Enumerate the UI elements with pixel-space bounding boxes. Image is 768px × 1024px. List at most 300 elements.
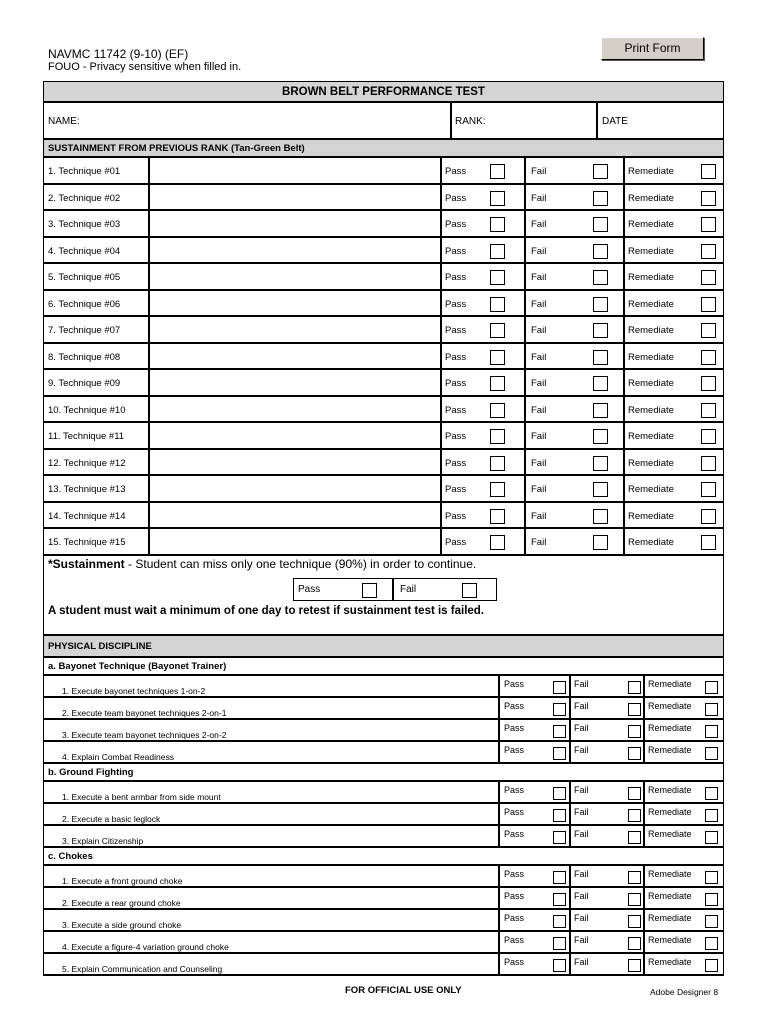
technique-notes-field[interactable] bbox=[149, 502, 441, 529]
fail-cell bbox=[525, 475, 624, 502]
name-field[interactable] bbox=[43, 102, 451, 139]
remediate-label: Remediate bbox=[628, 298, 674, 310]
sustainment-header: SUSTAINMENT FROM PREVIOUS RANK (Tan-Green Belt) bbox=[43, 139, 724, 157]
pass-checkbox[interactable] bbox=[553, 681, 566, 694]
remediate-cell bbox=[624, 290, 724, 317]
technique-row bbox=[43, 210, 724, 237]
fail-checkbox[interactable] bbox=[628, 937, 641, 950]
fail-label: Fail bbox=[531, 325, 547, 336]
remediate-checkbox[interactable] bbox=[701, 244, 716, 259]
fail-cell bbox=[570, 781, 644, 803]
pass-cell bbox=[441, 422, 525, 449]
technique-row bbox=[43, 316, 724, 343]
skill-label: 1. Execute bayonet techniques 1-on-2 bbox=[43, 675, 499, 697]
pass-checkbox[interactable] bbox=[490, 270, 505, 285]
remediate-label: Remediate bbox=[648, 745, 692, 755]
pass-label: Pass bbox=[445, 166, 467, 177]
technique-label: 15. Technique #15 bbox=[43, 528, 149, 555]
fail-cell bbox=[525, 396, 624, 423]
remediate-cell bbox=[624, 316, 724, 343]
fail-checkbox[interactable] bbox=[628, 893, 641, 906]
pass-checkbox[interactable] bbox=[553, 915, 566, 928]
technique-label: 2. Technique #02 bbox=[43, 184, 149, 211]
remediate-label: Remediate bbox=[628, 537, 674, 548]
pass-cell bbox=[441, 449, 525, 476]
fail-checkbox[interactable] bbox=[628, 831, 641, 844]
fail-label: Fail bbox=[574, 745, 589, 755]
remediate-checkbox[interactable] bbox=[701, 403, 716, 418]
remediate-cell bbox=[624, 237, 724, 264]
date-field[interactable] bbox=[597, 102, 724, 139]
pass-checkbox[interactable] bbox=[553, 787, 566, 800]
overall-fail-cell bbox=[393, 578, 497, 601]
remediate-cell bbox=[624, 343, 724, 370]
technique-notes-field[interactable] bbox=[149, 210, 441, 237]
skill-row bbox=[43, 953, 724, 975]
pass-cell bbox=[441, 290, 525, 317]
date-label: DATE bbox=[602, 116, 628, 127]
remediate-cell bbox=[624, 502, 724, 529]
pass-checkbox[interactable] bbox=[490, 403, 505, 418]
fail-cell bbox=[570, 953, 644, 975]
remediate-label: Remediate bbox=[648, 701, 692, 711]
remediate-cell bbox=[644, 781, 724, 803]
pass-checkbox[interactable] bbox=[490, 323, 505, 338]
pass-cell bbox=[499, 887, 570, 909]
remediate-label: Remediate bbox=[648, 829, 692, 839]
fail-cell bbox=[570, 865, 644, 887]
footer-software: Adobe Designer 8 bbox=[650, 987, 719, 997]
fail-cell bbox=[570, 803, 644, 825]
skill-label: 2. Execute a basic leglock bbox=[43, 803, 499, 825]
fail-cell bbox=[570, 697, 644, 719]
technique-row bbox=[43, 290, 724, 317]
pass-checkbox[interactable] bbox=[490, 535, 505, 550]
form-id: NAVMC 11742 (9-10) (EF) bbox=[48, 47, 189, 61]
remediate-checkbox[interactable] bbox=[705, 725, 718, 738]
fail-label: Fail bbox=[574, 807, 589, 817]
technique-row bbox=[43, 396, 724, 423]
pass-cell bbox=[499, 931, 570, 953]
pass-cell bbox=[499, 909, 570, 931]
fail-checkbox[interactable] bbox=[593, 217, 608, 232]
fail-checkbox[interactable] bbox=[593, 535, 608, 550]
technique-row bbox=[43, 237, 724, 264]
pass-checkbox[interactable] bbox=[490, 509, 505, 524]
remediate-checkbox[interactable] bbox=[701, 217, 716, 232]
remediate-checkbox[interactable] bbox=[701, 297, 716, 312]
skill-label: 1. Execute a bent armbar from side mount bbox=[43, 781, 499, 803]
technique-notes-field[interactable] bbox=[149, 396, 441, 423]
fail-checkbox[interactable] bbox=[628, 747, 641, 760]
fail-label: Fail bbox=[574, 785, 589, 795]
print-form-button[interactable]: Print Form bbox=[601, 37, 704, 60]
fail-checkbox[interactable] bbox=[593, 376, 608, 391]
fail-checkbox[interactable] bbox=[593, 297, 608, 312]
name-label: NAME: bbox=[48, 116, 80, 127]
pass-cell bbox=[499, 697, 570, 719]
sustainment-note-bold: *Sustainment bbox=[48, 557, 125, 571]
fail-checkbox[interactable] bbox=[628, 809, 641, 822]
technique-row bbox=[43, 422, 724, 449]
fail-label: Fail bbox=[531, 431, 547, 442]
remediate-label: Remediate bbox=[628, 272, 674, 283]
remediate-label: Remediate bbox=[628, 378, 674, 389]
remediate-label: Remediate bbox=[628, 351, 674, 363]
technique-label: 7. Technique #07 bbox=[43, 316, 149, 343]
remediate-checkbox[interactable] bbox=[705, 915, 718, 928]
pass-label: Pass bbox=[504, 745, 525, 755]
remediate-cell bbox=[624, 475, 724, 502]
pass-cell bbox=[499, 781, 570, 803]
pass-cell bbox=[441, 369, 525, 396]
physical-discipline-header: PHYSICAL DISCIPLINE bbox=[43, 635, 724, 657]
remediate-checkbox[interactable] bbox=[705, 681, 718, 694]
remediate-label: Remediate bbox=[648, 869, 692, 879]
remediate-label: Remediate bbox=[648, 723, 692, 733]
fail-label: Fail bbox=[574, 679, 589, 689]
fail-cell bbox=[570, 719, 644, 741]
skill-row bbox=[43, 887, 724, 909]
fail-checkbox[interactable] bbox=[593, 270, 608, 285]
pass-label: Pass bbox=[445, 219, 467, 230]
remediate-checkbox[interactable] bbox=[701, 164, 716, 179]
fail-label: Fail bbox=[531, 404, 547, 416]
technique-label: 12. Technique #12 bbox=[43, 449, 149, 476]
pass-label: Pass bbox=[445, 404, 467, 416]
pass-label: Pass bbox=[445, 298, 467, 310]
remediate-cell bbox=[644, 741, 724, 763]
pass-cell bbox=[441, 475, 525, 502]
remediate-checkbox[interactable] bbox=[705, 893, 718, 906]
fail-checkbox[interactable] bbox=[593, 244, 608, 259]
fail-checkbox[interactable] bbox=[593, 191, 608, 206]
retest-note: A student must wait a minimum of one day to retest if sustainment test is failed. bbox=[48, 605, 485, 617]
pass-cell bbox=[441, 528, 525, 555]
fail-cell bbox=[525, 263, 624, 290]
technique-notes-field[interactable] bbox=[149, 449, 441, 476]
remediate-label: Remediate bbox=[628, 510, 674, 522]
rank-label: RANK: bbox=[455, 116, 486, 127]
technique-notes-field[interactable] bbox=[149, 237, 441, 264]
remediate-checkbox[interactable] bbox=[701, 509, 716, 524]
rank-field[interactable] bbox=[451, 102, 597, 139]
skill-label: 3. Explain Citizenship bbox=[43, 825, 499, 847]
fail-cell bbox=[570, 675, 644, 697]
skill-row bbox=[43, 781, 724, 803]
pass-label: Pass bbox=[504, 807, 525, 817]
fail-label: Fail bbox=[531, 192, 547, 204]
remediate-checkbox[interactable] bbox=[705, 787, 718, 800]
fail-checkbox[interactable] bbox=[628, 703, 641, 716]
pass-cell bbox=[499, 719, 570, 741]
fail-cell bbox=[525, 369, 624, 396]
pass-label: Pass bbox=[445, 457, 467, 469]
sustainment-note-text: - Student can miss only one technique (90%) in order to continue. bbox=[124, 557, 477, 571]
remediate-cell bbox=[624, 422, 724, 449]
technique-notes-field[interactable] bbox=[149, 528, 441, 555]
pass-cell bbox=[499, 825, 570, 847]
remediate-label: Remediate bbox=[628, 166, 674, 177]
remediate-checkbox[interactable] bbox=[705, 959, 718, 972]
fail-cell bbox=[570, 741, 644, 763]
remediate-checkbox[interactable] bbox=[701, 350, 716, 365]
technique-label: 14. Technique #14 bbox=[43, 502, 149, 529]
overall-fail-label: Fail bbox=[400, 584, 417, 595]
remediate-label: Remediate bbox=[628, 404, 674, 416]
technique-row bbox=[43, 263, 724, 290]
pass-cell bbox=[441, 157, 525, 184]
remediate-checkbox[interactable] bbox=[701, 429, 716, 444]
pass-checkbox[interactable] bbox=[553, 703, 566, 716]
remediate-checkbox[interactable] bbox=[705, 703, 718, 716]
overall-pass-label: Pass bbox=[298, 584, 321, 595]
fail-cell bbox=[570, 887, 644, 909]
fail-label: Fail bbox=[531, 272, 547, 283]
pass-cell bbox=[441, 237, 525, 264]
fail-checkbox[interactable] bbox=[593, 429, 608, 444]
remediate-label: Remediate bbox=[648, 957, 692, 967]
pass-label: Pass bbox=[504, 891, 525, 901]
technique-label: 8. Technique #08 bbox=[43, 343, 149, 370]
remediate-label: Remediate bbox=[648, 679, 692, 689]
remediate-cell bbox=[624, 263, 724, 290]
overall-fail-checkbox[interactable] bbox=[462, 583, 477, 598]
fail-cell bbox=[525, 422, 624, 449]
remediate-cell bbox=[644, 697, 724, 719]
fail-checkbox[interactable] bbox=[628, 725, 641, 738]
fouo-note: FOUO - Privacy sensitive when filled in. bbox=[48, 61, 242, 73]
technique-notes-field[interactable] bbox=[149, 290, 441, 317]
remediate-checkbox[interactable] bbox=[701, 456, 716, 471]
remediate-cell bbox=[644, 675, 724, 697]
remediate-cell bbox=[644, 825, 724, 847]
pass-label: Pass bbox=[504, 701, 525, 711]
fail-checkbox[interactable] bbox=[593, 482, 608, 497]
pass-checkbox[interactable] bbox=[490, 297, 505, 312]
pass-checkbox[interactable] bbox=[490, 217, 505, 232]
technique-row bbox=[43, 502, 724, 529]
section-header: c. Chokes bbox=[43, 847, 724, 865]
technique-row bbox=[43, 157, 724, 184]
skill-row bbox=[43, 719, 724, 741]
pass-checkbox[interactable] bbox=[490, 429, 505, 444]
pass-label: Pass bbox=[504, 957, 525, 967]
remediate-checkbox[interactable] bbox=[701, 323, 716, 338]
technique-notes-field[interactable] bbox=[149, 184, 441, 211]
pass-checkbox[interactable] bbox=[490, 191, 505, 206]
fail-checkbox[interactable] bbox=[628, 915, 641, 928]
technique-notes-field[interactable] bbox=[149, 475, 441, 502]
remediate-checkbox[interactable] bbox=[705, 937, 718, 950]
remediate-cell bbox=[624, 210, 724, 237]
remediate-cell bbox=[644, 931, 724, 953]
skill-label: 3. Execute a side ground choke bbox=[43, 909, 499, 931]
pass-checkbox[interactable] bbox=[553, 959, 566, 972]
form-title: BROWN BELT PERFORMANCE TEST bbox=[43, 81, 724, 102]
fail-label: Fail bbox=[574, 891, 589, 901]
fail-label: Fail bbox=[574, 701, 589, 711]
skill-row bbox=[43, 697, 724, 719]
fail-cell bbox=[525, 343, 624, 370]
pass-checkbox[interactable] bbox=[553, 893, 566, 906]
fail-checkbox[interactable] bbox=[593, 456, 608, 471]
skill-row bbox=[43, 803, 724, 825]
technique-notes-field[interactable] bbox=[149, 343, 441, 370]
remediate-cell bbox=[644, 887, 724, 909]
fail-cell bbox=[525, 502, 624, 529]
fail-checkbox[interactable] bbox=[628, 681, 641, 694]
pass-label: Pass bbox=[504, 869, 525, 879]
remediate-cell bbox=[624, 528, 724, 555]
pass-cell bbox=[499, 675, 570, 697]
skill-label: 2. Execute a rear ground choke bbox=[43, 887, 499, 909]
remediate-label: Remediate bbox=[648, 935, 692, 945]
fail-checkbox[interactable] bbox=[593, 350, 608, 365]
remediate-cell bbox=[624, 184, 724, 211]
pass-checkbox[interactable] bbox=[553, 747, 566, 760]
pass-label: Pass bbox=[445, 325, 467, 336]
technique-notes-field[interactable] bbox=[149, 422, 441, 449]
fail-checkbox[interactable] bbox=[593, 164, 608, 179]
pass-label: Pass bbox=[445, 537, 467, 548]
fail-label: Fail bbox=[531, 245, 547, 257]
technique-label: 13. Technique #13 bbox=[43, 475, 149, 502]
fail-cell bbox=[525, 210, 624, 237]
fail-cell bbox=[570, 825, 644, 847]
remediate-checkbox[interactable] bbox=[705, 831, 718, 844]
fail-checkbox[interactable] bbox=[593, 403, 608, 418]
overall-pass-checkbox[interactable] bbox=[362, 583, 377, 598]
remediate-cell bbox=[644, 719, 724, 741]
fail-label: Fail bbox=[531, 510, 547, 522]
pass-cell bbox=[441, 210, 525, 237]
remediate-label: Remediate bbox=[648, 913, 692, 923]
technique-row bbox=[43, 528, 724, 555]
pass-checkbox[interactable] bbox=[490, 376, 505, 391]
pass-label: Pass bbox=[445, 192, 467, 204]
skill-label: 3. Execute team bayonet techniques 2-on-2 bbox=[43, 719, 499, 741]
pass-checkbox[interactable] bbox=[553, 831, 566, 844]
section-header: a. Bayonet Technique (Bayonet Trainer) bbox=[43, 657, 724, 675]
technique-label: 6. Technique #06 bbox=[43, 290, 149, 317]
fail-cell bbox=[525, 449, 624, 476]
remediate-cell bbox=[644, 803, 724, 825]
fail-cell bbox=[525, 528, 624, 555]
technique-notes-field[interactable] bbox=[149, 157, 441, 184]
remediate-checkbox[interactable] bbox=[701, 191, 716, 206]
overall-pass-cell bbox=[293, 578, 393, 601]
remediate-checkbox[interactable] bbox=[705, 809, 718, 822]
remediate-cell bbox=[624, 369, 724, 396]
pass-label: Pass bbox=[445, 245, 467, 257]
remediate-label: Remediate bbox=[628, 325, 674, 336]
remediate-label: Remediate bbox=[628, 192, 674, 204]
fail-checkbox[interactable] bbox=[593, 509, 608, 524]
remediate-checkbox[interactable] bbox=[705, 871, 718, 884]
remediate-label: Remediate bbox=[628, 431, 674, 442]
pass-checkbox[interactable] bbox=[553, 871, 566, 884]
fail-cell bbox=[570, 909, 644, 931]
technique-notes-field[interactable] bbox=[149, 369, 441, 396]
pass-cell bbox=[441, 316, 525, 343]
remediate-label: Remediate bbox=[628, 219, 674, 230]
technique-label: 9. Technique #09 bbox=[43, 369, 149, 396]
pass-cell bbox=[441, 502, 525, 529]
pass-label: Pass bbox=[445, 378, 467, 389]
technique-row bbox=[43, 184, 724, 211]
pass-label: Pass bbox=[445, 272, 467, 283]
skill-row bbox=[43, 825, 724, 847]
technique-label: 11. Technique #11 bbox=[43, 422, 149, 449]
fail-checkbox[interactable] bbox=[593, 323, 608, 338]
fail-label: Fail bbox=[531, 378, 547, 389]
fail-checkbox[interactable] bbox=[628, 787, 641, 800]
fail-cell bbox=[525, 237, 624, 264]
skill-label: 1. Execute a front ground choke bbox=[43, 865, 499, 887]
pass-checkbox[interactable] bbox=[490, 244, 505, 259]
pass-cell bbox=[441, 396, 525, 423]
skill-label: 2. Execute team bayonet techniques 2-on-1 bbox=[43, 697, 499, 719]
pass-label: Pass bbox=[504, 829, 525, 839]
pass-checkbox[interactable] bbox=[553, 809, 566, 822]
remediate-label: Remediate bbox=[628, 245, 674, 257]
remediate-checkbox[interactable] bbox=[701, 270, 716, 285]
fail-checkbox[interactable] bbox=[628, 959, 641, 972]
fail-label: Fail bbox=[531, 166, 547, 177]
skill-row bbox=[43, 675, 724, 697]
remediate-label: Remediate bbox=[628, 484, 674, 495]
fail-label: Fail bbox=[531, 298, 547, 310]
fail-label: Fail bbox=[574, 829, 589, 839]
skill-label: 4. Execute a figure-4 variation ground choke bbox=[43, 931, 499, 953]
fail-label: Fail bbox=[531, 219, 547, 230]
pass-checkbox[interactable] bbox=[490, 350, 505, 365]
remediate-label: Remediate bbox=[648, 807, 692, 817]
pass-label: Pass bbox=[504, 935, 525, 945]
pass-label: Pass bbox=[445, 431, 467, 442]
pass-checkbox[interactable] bbox=[490, 482, 505, 497]
fail-checkbox[interactable] bbox=[628, 871, 641, 884]
remediate-checkbox[interactable] bbox=[701, 376, 716, 391]
technique-label: 10. Technique #10 bbox=[43, 396, 149, 423]
remediate-checkbox[interactable] bbox=[701, 482, 716, 497]
fail-cell bbox=[525, 157, 624, 184]
pass-checkbox[interactable] bbox=[490, 456, 505, 471]
remediate-cell bbox=[644, 953, 724, 975]
pass-checkbox[interactable] bbox=[490, 164, 505, 179]
remediate-checkbox[interactable] bbox=[705, 747, 718, 760]
pass-cell bbox=[441, 343, 525, 370]
remediate-checkbox[interactable] bbox=[701, 535, 716, 550]
fail-cell bbox=[525, 184, 624, 211]
fail-label: Fail bbox=[531, 351, 547, 363]
skill-row bbox=[43, 741, 724, 763]
technique-label: 3. Technique #03 bbox=[43, 210, 149, 237]
pass-checkbox[interactable] bbox=[553, 725, 566, 738]
pass-checkbox[interactable] bbox=[553, 937, 566, 950]
technique-notes-field[interactable] bbox=[149, 263, 441, 290]
skill-label: 4. Explain Combat Readiness bbox=[43, 741, 499, 763]
pass-label: Pass bbox=[504, 679, 525, 689]
remediate-label: Remediate bbox=[648, 785, 692, 795]
fail-label: Fail bbox=[574, 869, 589, 879]
technique-notes-field[interactable] bbox=[149, 316, 441, 343]
technique-label: 4. Technique #04 bbox=[43, 237, 149, 264]
technique-row bbox=[43, 343, 724, 370]
pass-cell bbox=[499, 865, 570, 887]
technique-label: 1. Technique #01 bbox=[43, 157, 149, 184]
